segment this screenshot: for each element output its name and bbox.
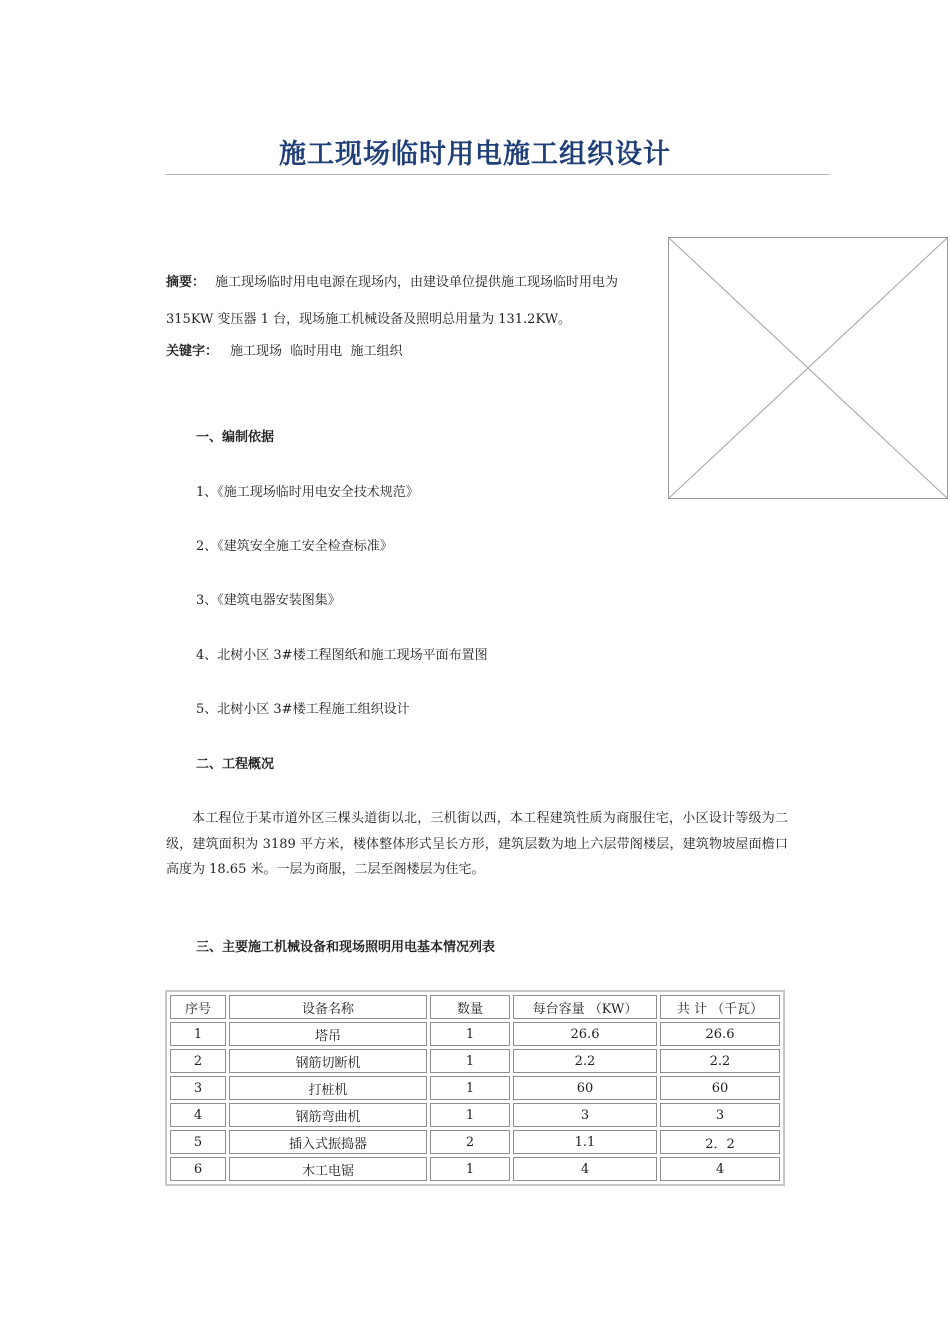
keywords-line — [166, 343, 403, 361]
table-cell: 5 — [170, 1130, 226, 1154]
table-cell: 木工电锯 — [229, 1157, 427, 1181]
table-cell: 1 — [430, 1022, 510, 1046]
list-item: 3、《建筑电器安装图集》 — [196, 593, 341, 608]
column-header: 共 计 （千瓦） — [660, 995, 780, 1019]
table-cell: 6 — [170, 1157, 226, 1181]
list-item: 4、北树小区 3#楼工程图纸和施工现场平面布置图 — [196, 648, 488, 663]
table-cell: 26.6 — [660, 1022, 780, 1046]
page-title: 施工现场临时用电施工组织设计 — [279, 139, 671, 170]
table-row — [170, 1103, 780, 1127]
abstract-text-continued: 315KW 变压器 1 台，现场施工机械设备及照明总用量为 131.2KW。 — [166, 312, 572, 327]
table-cell: 4 — [660, 1157, 780, 1181]
table-header-row — [170, 995, 780, 1019]
abstract-line — [166, 274, 618, 292]
list-item: 2、《建筑安全施工安全检查标准》 — [196, 539, 393, 554]
overview-paragraph: 本工程位于某市道外区三棵头道街以北，三机街以西，本工程建筑性质为商服住宅，小区设计等级为二级，建筑面积为 3189 平方米，楼体整体形式呈长方形，建筑层数为地上六层带阁楼层，建筑物坡屋面檐口高度为 18.65 米。一层为商服，二层至阁楼层为住宅。 — [166, 811, 788, 877]
column-header: 数量 — [430, 995, 510, 1019]
table-cell: 2．2 — [660, 1130, 780, 1154]
table-cell: 1 — [430, 1103, 510, 1127]
table-cell: 2 — [170, 1049, 226, 1073]
table-row — [170, 1049, 780, 1073]
table-cell: 26.6 — [513, 1022, 657, 1046]
column-header: 每台容量 （KW） — [513, 995, 657, 1019]
table-cell: 2.2 — [513, 1049, 657, 1073]
table-row — [170, 1130, 780, 1154]
table-cell: 钢筋弯曲机 — [229, 1103, 427, 1127]
table-cell: 4 — [170, 1103, 226, 1127]
image-placeholder-icon — [668, 237, 948, 499]
table-row — [170, 1076, 780, 1100]
table-cell: 2.2 — [660, 1049, 780, 1073]
column-header: 序号 — [170, 995, 226, 1019]
table-cell: 2 — [430, 1130, 510, 1154]
table-cell: 4 — [513, 1157, 657, 1181]
list-item: 1、《施工现场临时用电安全技术规范》 — [196, 485, 419, 500]
table-cell: 3 — [513, 1103, 657, 1127]
table-cell: 1 — [430, 1049, 510, 1073]
column-header: 设备名称 — [229, 995, 427, 1019]
table-cell: 塔吊 — [229, 1022, 427, 1046]
section-heading-equipment: 三、主要施工机械设备和现场照明用电基本情况列表 — [196, 940, 496, 955]
title-divider — [165, 174, 830, 175]
table-cell: 3 — [660, 1103, 780, 1127]
section-heading-overview: 二、工程概况 — [196, 757, 275, 772]
table-cell: 1 — [170, 1022, 226, 1046]
table-cell: 1.1 — [513, 1130, 657, 1154]
section-heading-basis: 一、编制依据 — [196, 430, 275, 445]
table-cell: 钢筋切断机 — [229, 1049, 427, 1073]
keywords-label: 关键字： — [166, 344, 219, 359]
table-cell: 1 — [430, 1157, 510, 1181]
keywords-text: 施工现场 临时用电 施工组织 — [230, 344, 403, 359]
table-row — [170, 1022, 780, 1046]
table-cell: 60 — [660, 1076, 780, 1100]
table-cell: 插入式振捣器 — [229, 1130, 427, 1154]
abstract-label: 摘要： — [166, 275, 206, 290]
table-row — [170, 1157, 780, 1181]
table-cell: 3 — [170, 1076, 226, 1100]
abstract-text: 施工现场临时用电电源在现场内，由建设单位提供施工现场临时用电为 — [215, 275, 619, 290]
table-cell: 60 — [513, 1076, 657, 1100]
table-cell: 打桩机 — [229, 1076, 427, 1100]
table-cell: 1 — [430, 1076, 510, 1100]
equipment-table — [165, 990, 785, 1186]
list-item: 5、北树小区 3#楼工程施工组织设计 — [196, 702, 410, 717]
